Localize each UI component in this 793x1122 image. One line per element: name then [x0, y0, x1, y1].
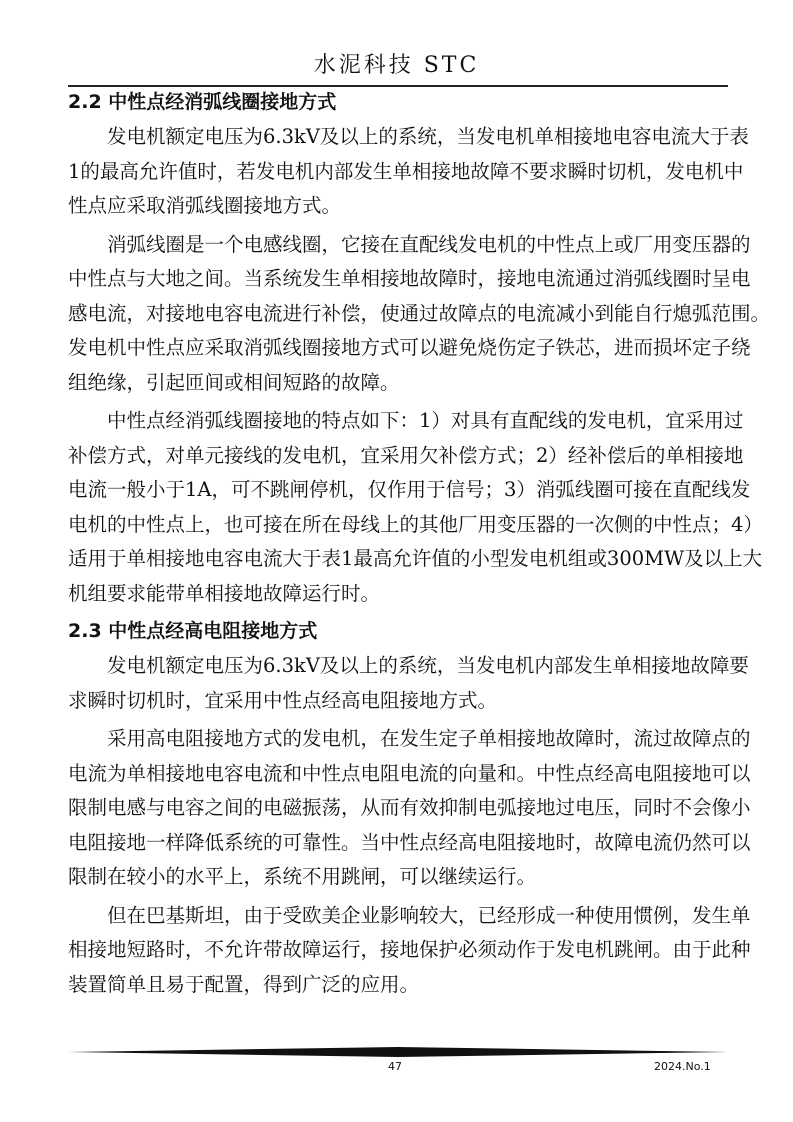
paragraph: [68, 899, 751, 1003]
text-line: 电阻接地一样降低系统的可靠性。当中性点经高电阻接地时，故障电流仍然可以: [68, 830, 751, 854]
text-line: 电流一般小于1A，可不跳闸停机，仅作用于信号；3）消弧线圈可接在直配线发: [68, 478, 751, 501]
section-heading: 2.2 中性点经消弧线圈接地方式: [68, 91, 337, 113]
text-line: 相接地短路时，不允许带故障运行，接地保护必须动作于发电机跳闸。由于此种: [68, 938, 751, 961]
text-line: 限制在较小的水平上，系统不用跳闸，可以继续运行。: [68, 865, 537, 888]
text-line: 组绝缘，引起匝间或相间短路的故障。: [68, 370, 400, 394]
text-line: 感电流，对接地电容电流进行补偿，使通过故障点的电流减小到能自行熄弧范围。: [68, 301, 771, 325]
text-line: 消弧线圈是一个电感线圈，它接在直配线发电机的中性点上或厂用变压器的: [107, 232, 751, 256]
text-line: 限制电感与电容之间的电磁振荡，从而有效抑制电弧接地过电压，同时不会像小: [68, 796, 751, 819]
paragraph: [68, 649, 749, 718]
text-line: 但在巴基斯坦，由于受欧美企业影响较大，已经形成一种使用惯例，发生单: [107, 903, 751, 927]
text-line: 采用高电阻接地方式的发电机，在发生定子单相接地故障时，流过故障点的: [107, 727, 751, 750]
paragraph: [68, 120, 749, 224]
text-line: 适用于单相接地电容电流大于表1最高允许值的小型发电机组或300MW及以上大: [68, 547, 763, 570]
footer-divider: [68, 1046, 728, 1058]
text-line: 装置简单且易于配置，得到广泛的应用。: [68, 972, 420, 996]
journal-header-title: 水泥科技 STC: [313, 53, 480, 78]
text-line: 中性点与大地之间。当系统发生单相接地故障时，接地电流通过消弧线圈时呈电: [68, 267, 751, 290]
text-line: 电机的中性点上，也可接在所在母线上的其他厂用变压器的一次侧的中性点；4）: [68, 512, 763, 536]
text-line: 性点应采取消弧线圈接地方式。: [68, 194, 342, 217]
text-line: 发电机额定电压为6.3kV及以上的系统，当发电机内部发生单相接地故障要: [107, 654, 749, 677]
text-line: 电流为单相接地电容电流和中性点电阻电流的向量和。中性点经高电阻接地可以: [68, 761, 751, 785]
issue-label: 2024.No.1: [654, 1060, 711, 1073]
text-line: 1的最高允许值时，若发电机内部发生单相接地故障不要求瞬时切机，发电机中: [68, 159, 744, 183]
text-line: 补偿方式，对单元接线的发电机，宜采用欠补偿方式；2）经补偿后的单相接地: [68, 443, 744, 467]
section-heading: 2.3 中性点经高电阻接地方式: [68, 620, 318, 642]
page-number: 47: [388, 1060, 402, 1073]
text-line: 求瞬时切机时，宜采用中性点经高电阻接地方式。: [68, 688, 498, 712]
text-line: 发电机中性点应采取消弧线圈接地方式可以避免烧伤定子铁芯，进而损坏定子绕: [68, 336, 751, 359]
text-line: 中性点经消弧线圈接地的特点如下：1）对具有直配线的发电机，宜采用过: [107, 409, 744, 432]
paragraph: [68, 722, 751, 895]
text-line: 机组要求能带单相接地故障运行时。: [68, 581, 381, 605]
paragraph: [68, 228, 771, 401]
text-line: 发电机额定电压为6.3kV及以上的系统，当发电机单相接地电容电流大于表: [107, 125, 749, 148]
paragraph: [68, 404, 763, 611]
article-body: [68, 86, 771, 1006]
